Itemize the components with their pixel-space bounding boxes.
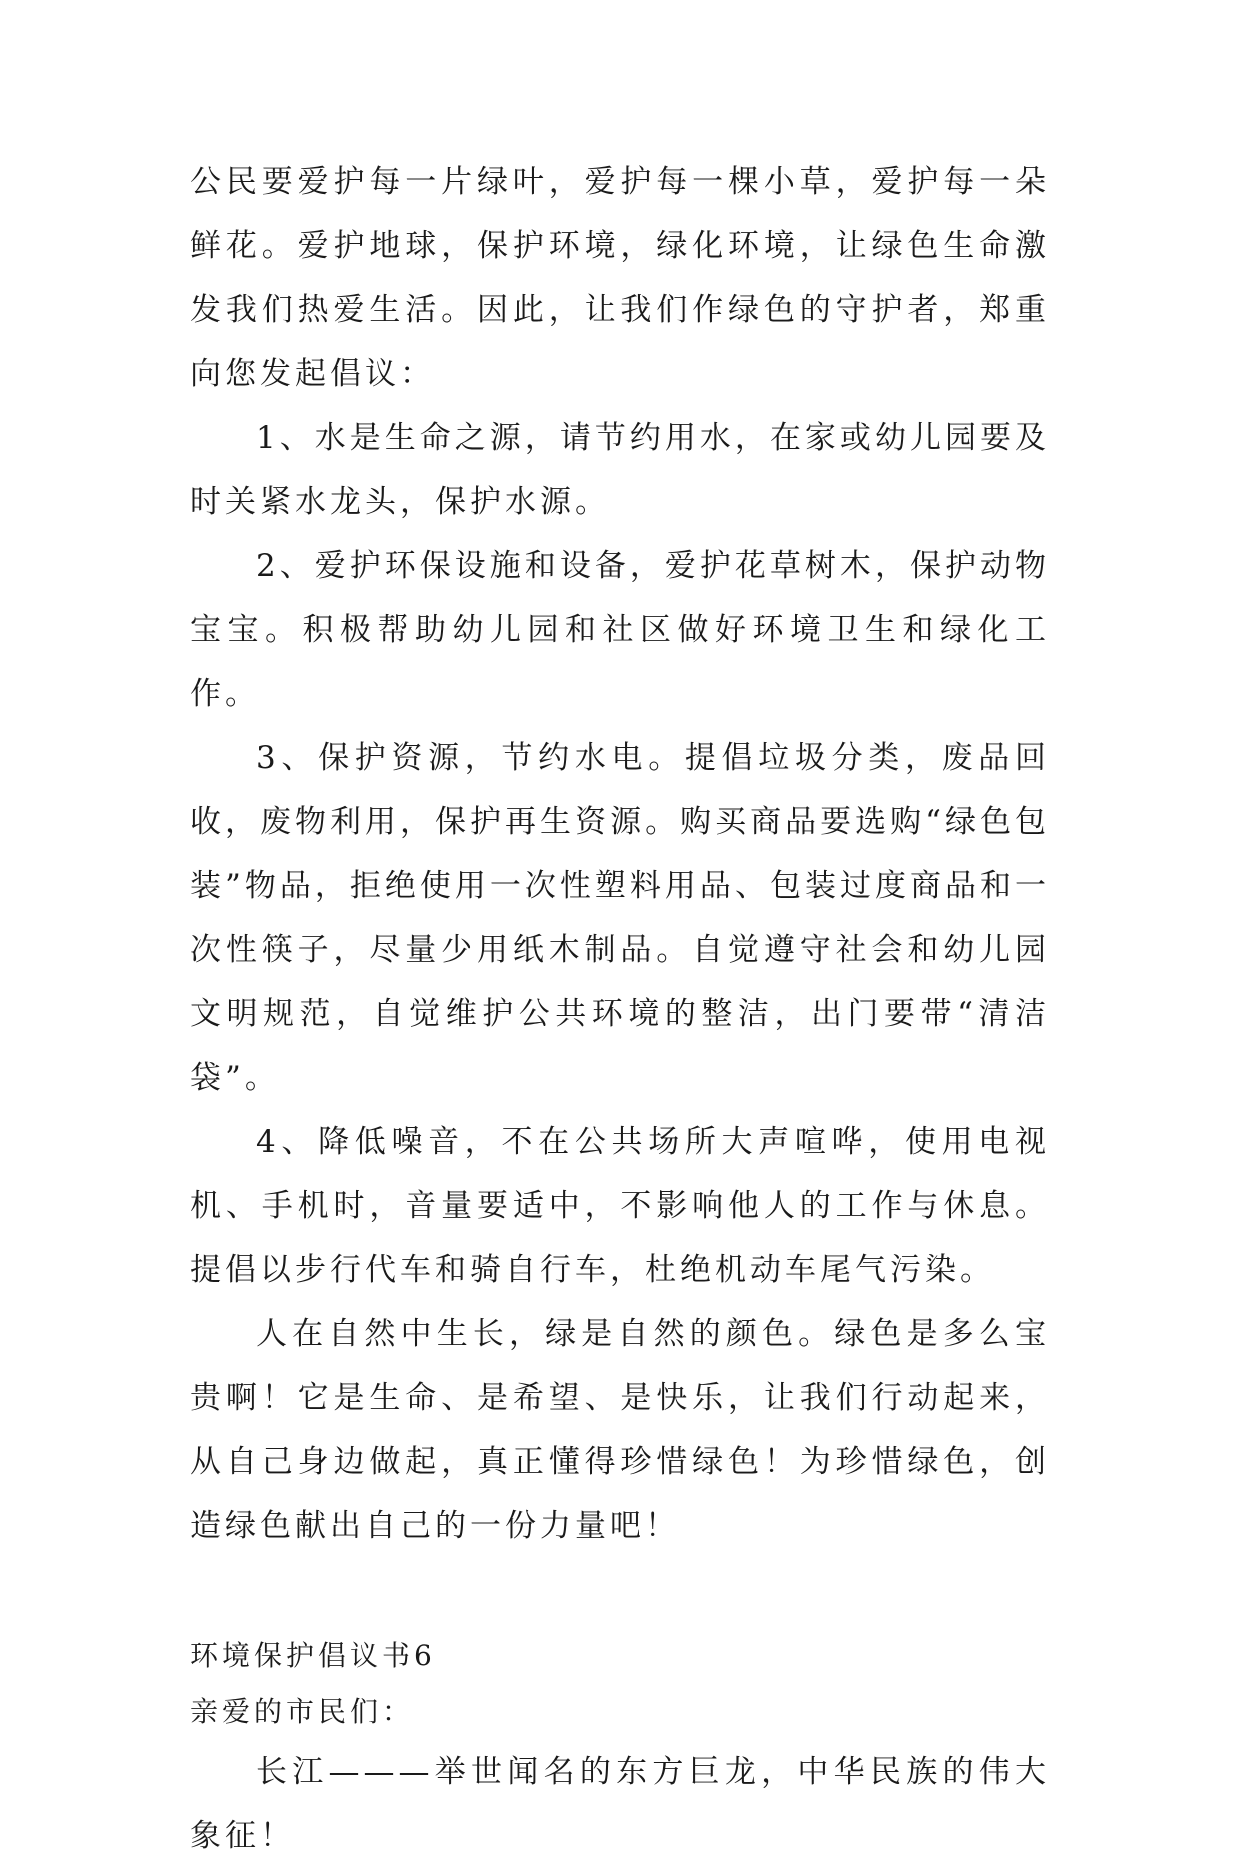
section-title: 环境保护倡议书6 <box>190 1639 436 1672</box>
paragraph-item-2: 2、爱护环保设施和设备，爱护花草树木，保护动物宝宝。积极帮助幼儿园和社区做好环境卫生和绿化工作。 <box>190 548 1050 712</box>
greeting-line: 亲爱的市民们： <box>190 1695 415 1728</box>
paragraph-item-1: 1、水是生命之源，请节约用水，在家或幼儿园要及时关紧水龙头，保护水源。 <box>190 420 1050 520</box>
paragraph-item-3: 3、保护资源，节约水电。提倡垃圾分类，废品回收，废物利用，保护再生资源。购买商品要选购“绿色包装”物品，拒绝使用一次性塑料用品、包装过度商品和一次性筷子，尽量少用纸木制品。自觉遵守社会和幼儿园文明规范，自觉维护公共环境的整洁，出门要带“清洁袋”。 <box>190 740 1050 1096</box>
paragraph-opening: 长江———举世闻名的东方巨龙，中华民族的伟大象征！ <box>190 1754 1050 1854</box>
paragraph-item-4: 4、降低噪音，不在公共场所大声喧哗，使用电视机、手机时，音量要适中，不影响他人的工作与休息。提倡以步行代车和骑自行车，杜绝机动车尾气污染。 <box>190 1124 1050 1288</box>
document-body <box>190 150 1050 1868</box>
section-spacer <box>190 1558 1050 1628</box>
paragraph-intro-continued: 公民要爱护每一片绿叶，爱护每一棵小草，爱护每一朵鲜花。爱护地球，保护环境，绿化环境，让绿色生命激发我们热爱生活。因此，让我们作绿色的守护者，郑重向您发起倡议： <box>190 164 1050 392</box>
paragraph-conclusion: 人在自然中生长，绿是自然的颜色。绿色是多么宝贵啊！它是生命、是希望、是快乐，让我们行动起来，从自己身边做起，真正懂得珍惜绿色！为珍惜绿色，创造绿色献出自己的一份力量吧！ <box>190 1316 1050 1544</box>
